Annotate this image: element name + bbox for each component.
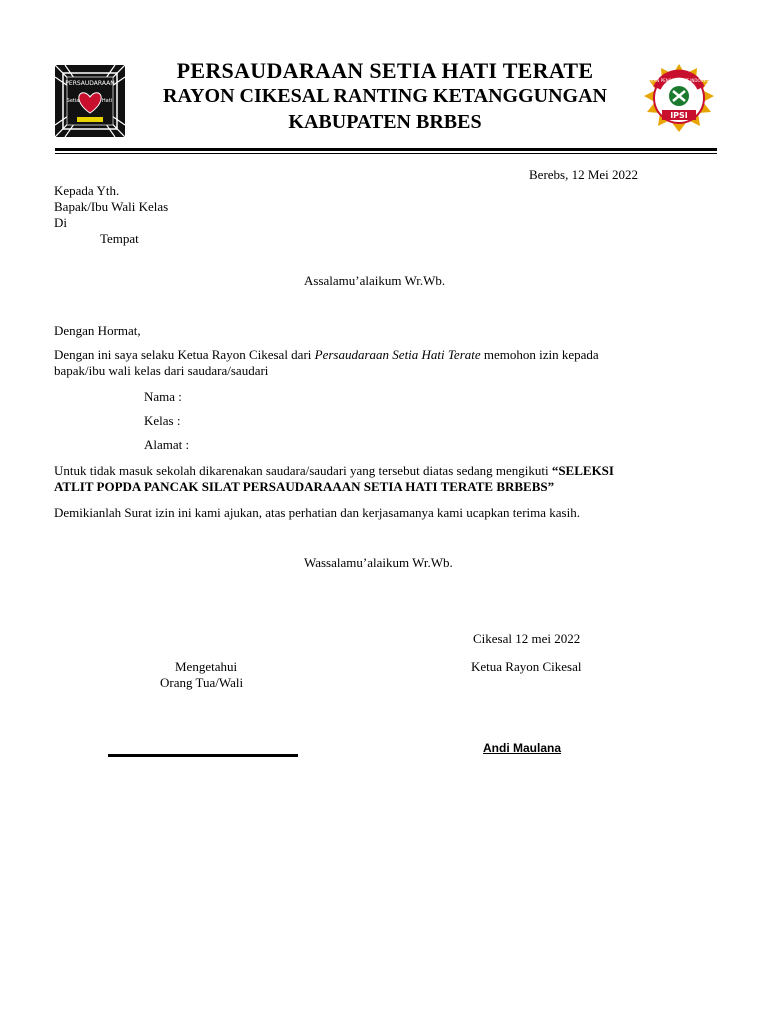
closing-greeting: Wassalamu’alaikum Wr.Wb. <box>304 555 453 570</box>
signature-left-title-2: Orang Tua/Wali <box>160 675 244 690</box>
field-kelas: Kelas : <box>144 413 181 428</box>
paragraph-1-line-1 <box>54 347 599 363</box>
place-date: Berebs, 12 Mei 2022 <box>529 167 639 182</box>
field-nama: Nama : <box>144 389 182 404</box>
recipient-line-2: Bapak/Ibu Wali Kelas <box>54 199 169 214</box>
paragraph-3: Demikianlah Surat izin ini kami ajukan, atas perhatian dan kerjasamanya kami ucapkan terima kasih. <box>54 505 580 520</box>
org-name: PERSAUDARAAN SETIA HATI TERATE <box>176 58 594 83</box>
paragraph-2-line-1 <box>54 463 614 479</box>
paragraph-2-event-start: “SELEKSI <box>551 463 614 478</box>
paragraph-2-event-name: ATLIT POPDA PANCAK SILAT PERSAUDARAAAN SETIA HATI TERATE BRBEBS” <box>54 479 555 494</box>
recipient-line-3: Di <box>54 215 67 230</box>
psht-logo-top-text: PERSAUDARAAN <box>65 80 115 87</box>
org-region: KABUPATEN BRBES <box>288 111 482 133</box>
paragraph-1-text-a: Dengan ini saya selaku Ketua Rayon Cikesal dari <box>54 347 312 362</box>
signature-line-left <box>108 754 298 757</box>
org-branch: RAYON CIKESAL RANTING KETANGGUNGAN <box>163 85 607 107</box>
ipsi-logo-bottom-text: IPSI <box>670 111 688 120</box>
paragraph-1-org-name: Persaudaraan Setia Hati Terate <box>314 347 481 362</box>
ipsi-logo <box>640 60 718 138</box>
opening-greeting: Assalamu’alaikum Wr.Wb. <box>304 273 446 288</box>
salutation: Dengan Hormat, <box>54 323 141 338</box>
recipient-line-4: Tempat <box>100 231 139 246</box>
letterhead-rule-thin <box>55 153 717 154</box>
paragraph-2-text: Untuk tidak masuk sekolah dikarenakan saudara/saudari yang tersebut diatas sedang mengikuti <box>54 463 549 478</box>
recipient-line-1: Kepada Yth. <box>54 183 120 198</box>
psht-logo-left-text: Setia <box>66 98 80 104</box>
ipsi-logo-arc-text: IKATAN PENCAK SILAT INDONESIA <box>645 78 713 83</box>
signature-left-title-1: Mengetahui <box>175 659 238 674</box>
signature-right-title: Ketua Rayon Cikesal <box>471 659 582 674</box>
letterhead-rule-thick <box>55 148 717 151</box>
paragraph-1-text-b: memohon izin kepada <box>483 347 599 362</box>
signature-right-name: Andi Maulana <box>483 741 562 755</box>
field-alamat: Alamat : <box>144 437 190 452</box>
psht-logo <box>55 65 125 137</box>
psht-logo-right-text: Hati <box>101 98 113 104</box>
signature-place-date: Cikesal 12 mei 2022 <box>473 631 581 646</box>
paragraph-1-line-2: bapak/ibu wali kelas dari saudara/saudari <box>54 363 269 378</box>
